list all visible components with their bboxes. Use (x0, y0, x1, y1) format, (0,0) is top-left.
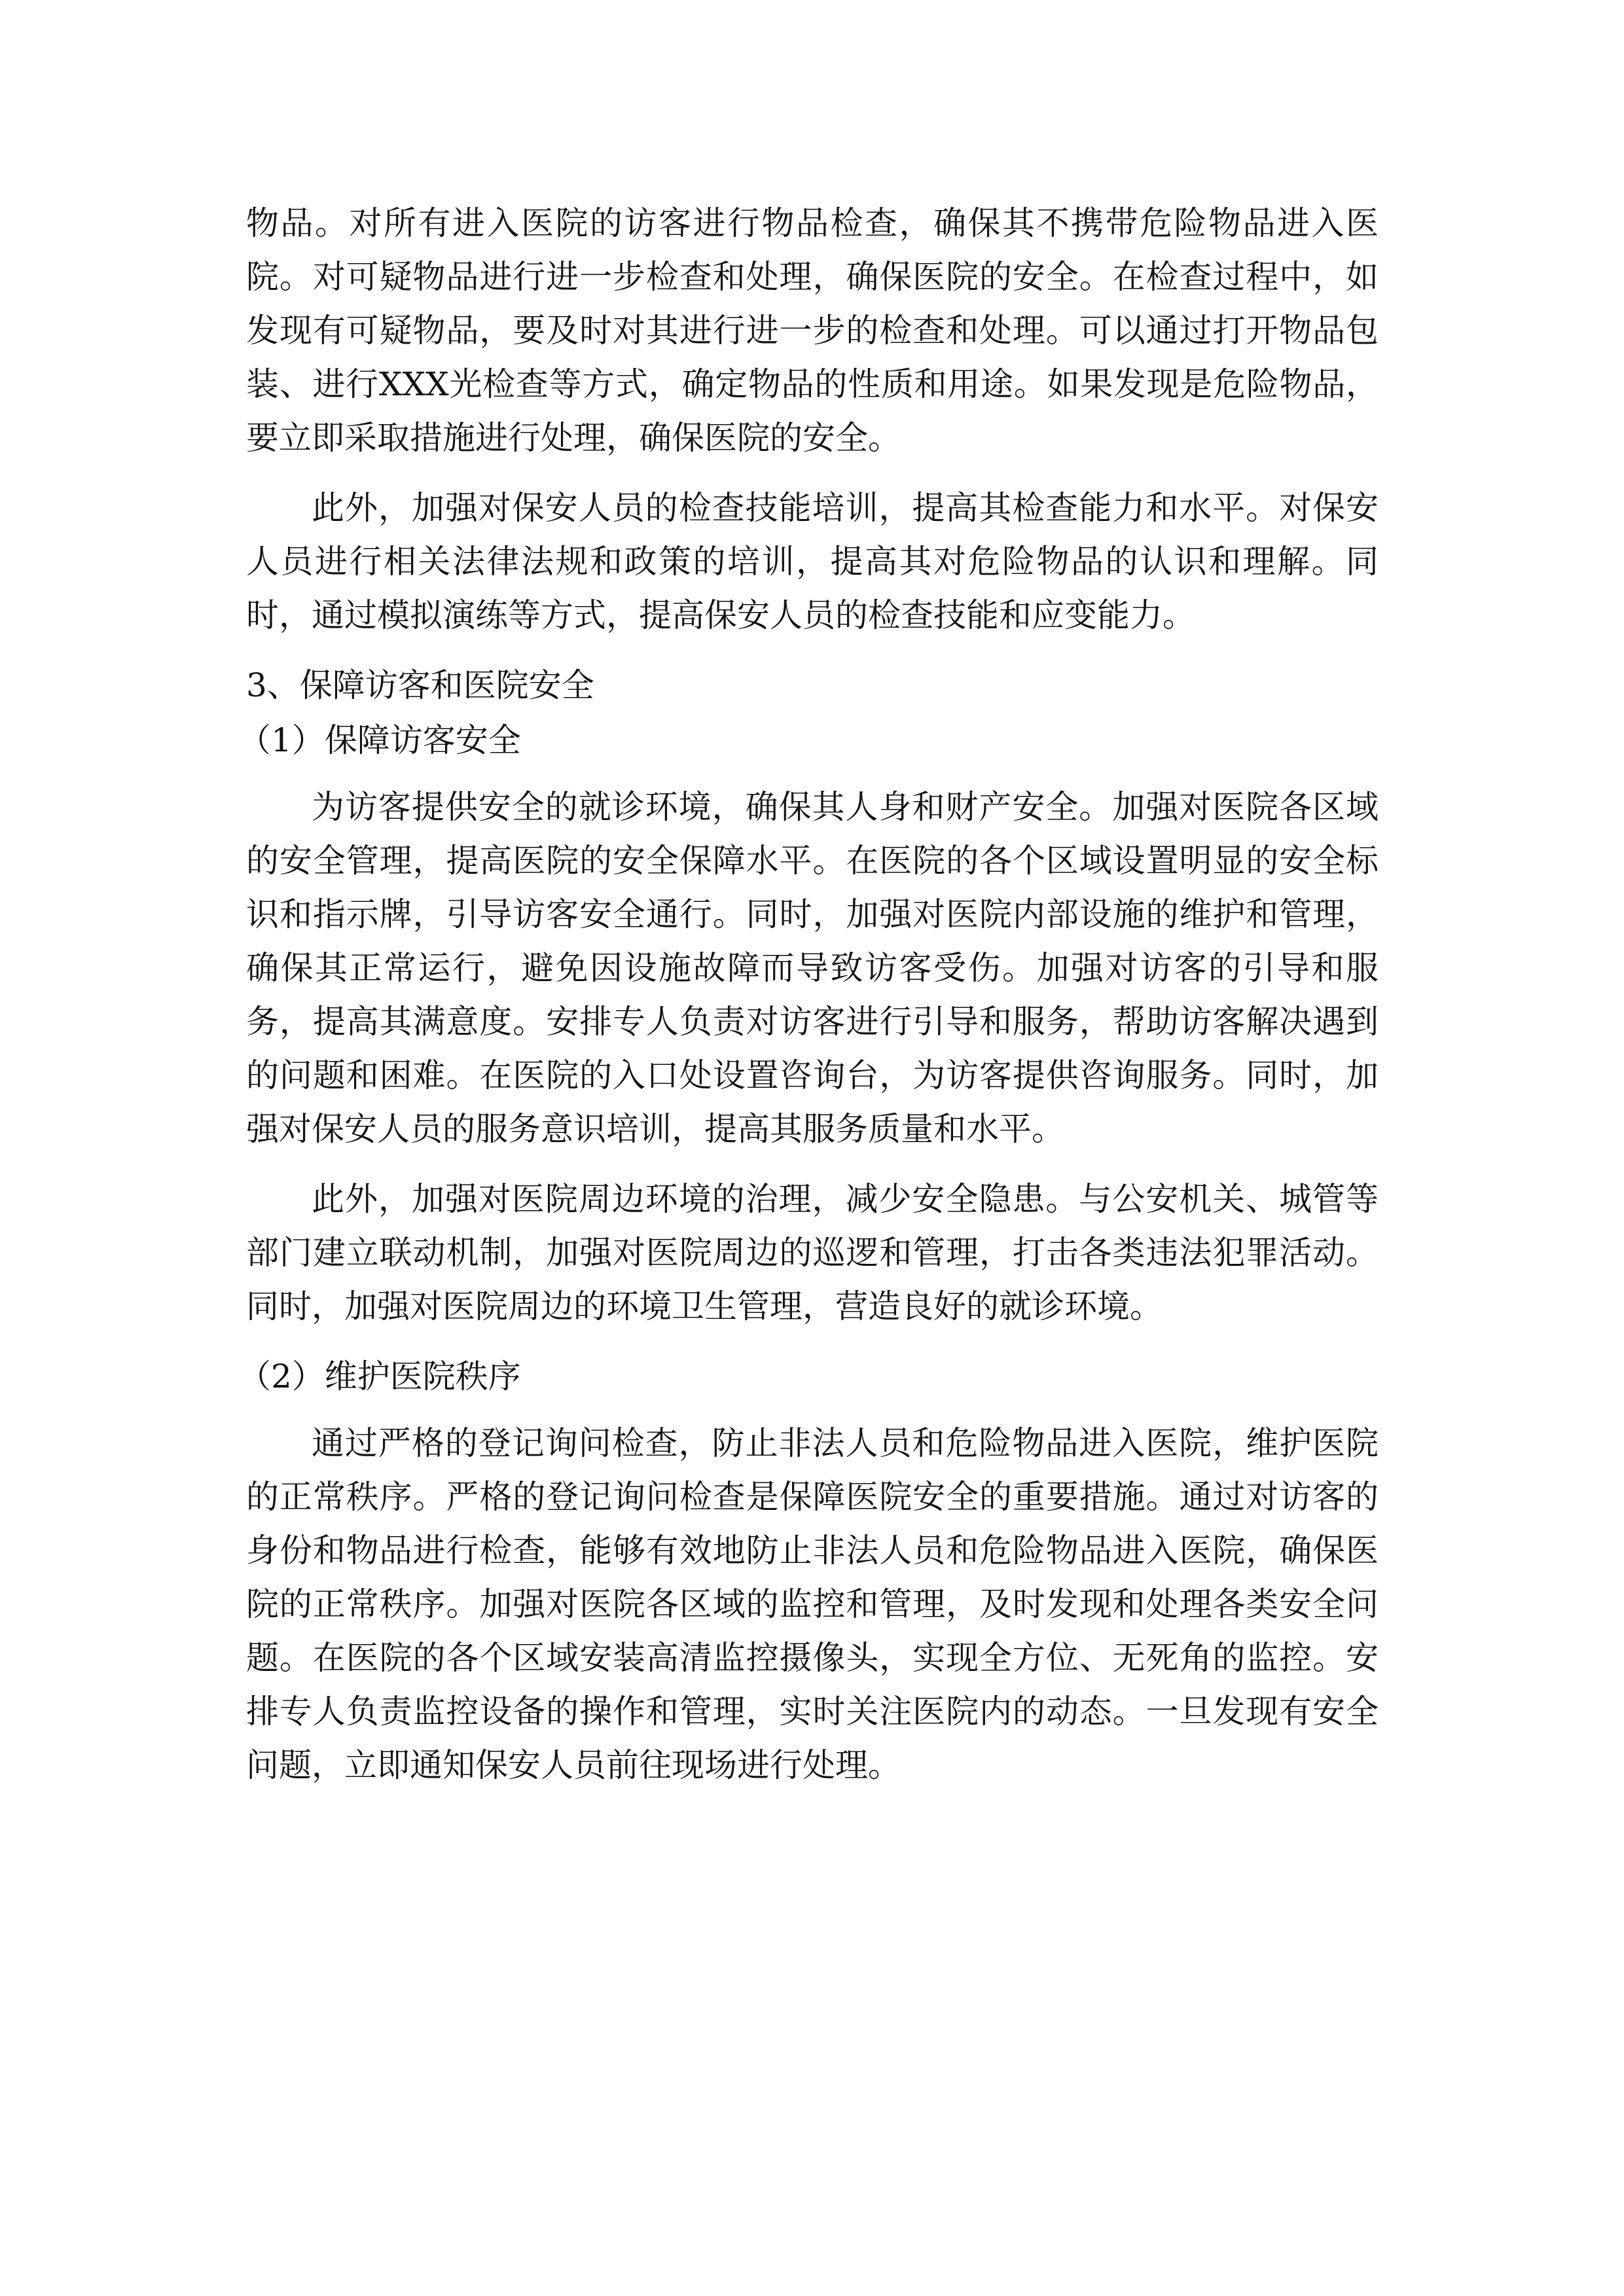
document-page (238, 196, 1379, 1792)
paragraph-security-training: 此外，加强对保安人员的检查技能培训，提高其检查能力和水平。对保安人员进行相关法律法规和政策的培训，提高其对危险物品的认识和理解。同时，通过模拟演练等方式，提高保安人员的检查技能和应变能力。 (246, 489, 1379, 634)
paragraph-surrounding-environment: 此外，加强对医院周边环境的治理，减少安全隐患。与公安机关、城管等部门建立联动机制，加强对医院周边的巡逻和管理，打击各类违法犯罪活动。同时，加强对医院周边的环境卫生管理，营造良好的就诊环境。 (246, 1180, 1379, 1325)
subsection-heading-hospital-order: （2）维护医院秩序 (238, 1357, 521, 1395)
section-heading: 3、保障访客和医院安全 (246, 666, 594, 704)
paragraph-item-inspection: 物品。对所有进入医院的访客进行物品检查，确保其不携带危险物品进入医院。对可疑物品进行进一步检查和处理，确保医院的安全。在检查过程中，如发现有可疑物品，要及时对其进行进一步的检查和处理。可以通过打开物品包装、进行XXX光检查等方式，确定物品的性质和用途。如果发现是危险物品，要立即采取措施进行处理，确保医院的安全。 (246, 204, 1379, 457)
subsection-heading-visitor-safety: （1）保障访客安全 (238, 721, 521, 759)
paragraph-visitor-safety: 为访客提供安全的就诊环境，确保其人身和财产安全。加强对医院各区域的安全管理，提高医院的安全保障水平。在医院的各个区域设置明显的安全标识和指示牌，引导访客安全通行。同时，加强对医院内部设施的维护和管理，确保其正常运行，避免因设施故障而导致访客受伤。加强对访客的引导和服务，提高其满意度。安排专人负责对访客进行引导和服务，帮助访客解决遇到的问题和困难。在医院的入口处设置咨询台，为访客提供咨询服务。同时，加强对保安人员的服务意识培训，提高其服务质量和水平。 (246, 788, 1379, 1148)
paragraph-hospital-order: 通过严格的登记询问检查，防止非法人员和危险物品进入医院，维护医院的正常秩序。严格的登记询问检查是保障医院安全的重要措施。通过对访客的身份和物品进行检查，能够有效地防止非法人员和危险物品进入医院，确保医院的正常秩序。加强对医院各区域的监控和管理，及时发现和处理各类安全问题。在医院的各个区域安装高清监控摄像头，实现全方位、无死角的监控。安排专人负责监控设备的操作和管理，实时关注医院内的动态。一旦发现有安全问题，立即通知保安人员前往现场进行处理。 (246, 1424, 1379, 1784)
